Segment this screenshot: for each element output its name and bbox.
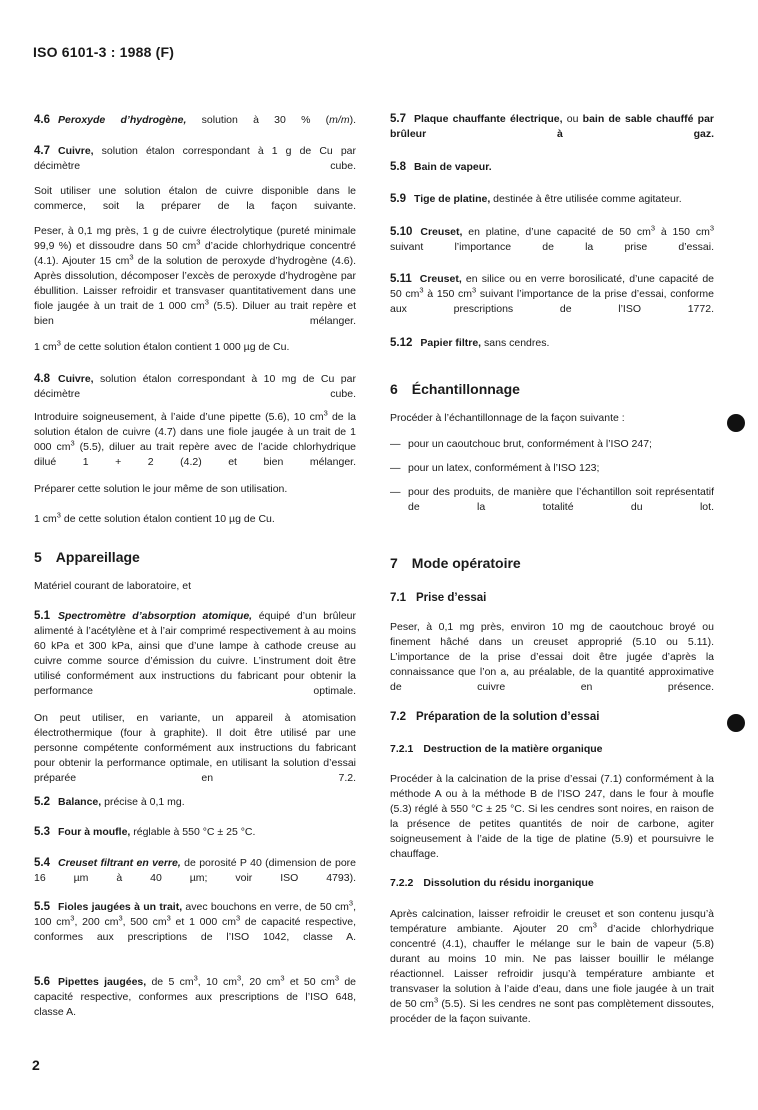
section-5-10: 5.10 Creuset, en platine, d’une capacité de 50 $cm^3$ à 150 $cm^3$ suivant l’importance de la prise d’essai. <box>390 223 714 253</box>
section-7-2-1-heading: 7.2.1 Destruction de la matière organique <box>390 743 603 755</box>
section-5-8: 5.8 Bain de vapeur. <box>390 161 492 173</box>
section-6-heading: 6 Échantillonnage <box>390 381 520 397</box>
section-7-heading: 7 Mode opératoire <box>390 555 521 571</box>
section-5-2: 5.2 Balance, précise à 0,1 mg. <box>34 796 185 808</box>
section-5-11: 5.11 Creuset, en silice ou en verre borosilicaté, d’une capacité de 50 $cm^3$ à 150 $cm^3$ suivant l’importance de la prise d’essai, conforme aux prescriptions de l’ISO 1772. <box>390 273 715 315</box>
document-header: ISO 6101-3 : 1988 (F) <box>33 44 175 60</box>
section-5-1-paragraph-2: On peut utiliser, en variante, un appareil à atomisation électrothermique (four à graphite). Il doit être utilisé par une personne compétente conformément aux instructions du fabricant pour obtenir la performance optimale, en utilisant la solution d’essai préparée en 7.2. <box>34 712 356 784</box>
section-7-2-heading: 7.2 Préparation de la solution d’essai <box>390 711 600 723</box>
section-7-2-1-text: Procéder à la calcination de la prise d’essai (7.1) conformément à la méthode A ou à la méthode B de l’ISO 247, dans le four à moufle (5.3) réglé à 550 °C ± 25 °C. Si les cendres sont noires, en raison de la présence de petites quantités de noir de carbone, agiter soigneusement à l’aide de la tige de platine (5.9) et poursuivre le chauffage. <box>390 773 714 860</box>
section-5-5: 5.5 Fioles jaugées à un trait, avec bouchons en verre, de 50 $cm^3$, 100 $cm^3$, 200 $cm^3$, 500 $cm^3$ et 1 000 $cm^3$ de capacité respective, conformes aux prescriptions de l’ISO 1042, classe A. <box>34 898 357 943</box>
margin-bullet-marker <box>727 414 745 432</box>
section-4-7-paragraph-1: Soit utiliser une solution étalon de cuivre disponible dans le commerce, soit la préparer de la façon suivante. <box>34 185 356 212</box>
list-item: — pour des produits, de manière que l’échantillon soit représentatif de la totalité du lot. <box>390 486 714 513</box>
section-5-6: 5.6 Pipettes jaugées, de 5 $cm^3$, 10 $cm^3$, 20 $cm^3$ et 50 $cm^3$ de capacité respective, conformes aux prescriptions de l’ISO 648, classe A. <box>34 973 356 1018</box>
section-7-1-text: Peser, à 0,1 mg près, environ 10 mg de caoutchouc broyé ou finement hâché dans un creuset approprié (5.10 ou 5.11). L’importance de la prise d’essai doit être jugée d’après la connaissance que l’on a, au préalable, de la quantité approximative de cuivre en présence. <box>390 621 714 693</box>
section-4-8-paragraph-2: Préparer cette solution le jour même de son utilisation. <box>34 483 288 495</box>
section-4-7: 4.7 Cuivre, solution étalon correspondant à 1 g de Cu par décimètre cube. <box>34 145 356 172</box>
section-4-7-paragraph-2: Peser, à 0,1 mg près, 1 g de cuivre électrolytique (pureté minimale 99,9 %) et dissoudre dans 50 $cm^3$ d’acide chlorhydrique concentré (4.1). Ajouter 15 $cm^3$ de la solution de peroxyde d’hydrogène (4.6). Après dissolution, décomposer l’excès de peroxyde d’hydrogène par ébullition. Laisser refroidir et transvaser quantitativement dans une fiole jaugée à un trait de 1 000 $cm^3$ (5.5). Diluer au trait repère et bien mélanger. <box>34 225 357 327</box>
section-4-6: 4.6 Peroxyde d’hydrogène, solution à 30 % (m/m). <box>34 114 356 126</box>
section-5-4: 5.4 Creuset filtrant en verre, de porosité P 40 (dimension de pore 16 µm à 40 µm; voir ISO 4793). <box>34 857 356 884</box>
section-4-7-paragraph-3: 1 $cm^3$ de cette solution étalon contient 1 000 µg de Cu. <box>34 338 290 353</box>
section-6-intro: Procéder à l’échantillonnage de la façon suivante : <box>390 412 625 424</box>
section-7-2-2-heading: 7.2.2 Dissolution du résidu inorganique <box>390 877 594 889</box>
section-7-2-2-text: Après calcination, laisser refroidir le creuset et son contenu jusqu’à température ambiante. Ajouter 20 $cm^3$ d’acide chlorhydrique concentré (4.1), chauffer le mélange sur le bain de vapeur (5.8) durant au moins 10 min. Ne pas laisser bouillir le mélange réactionnel. Laisser refroidir jusqu’à température ambiante et transvaser la solution à l’aide d’eau, dans une fiole jaugée à un trait de 50 $cm^3$ (5.5). Si les cendres ne sont pas complètement dissoutes, procéder de la façon suivante. <box>390 908 714 1025</box>
section-5-12: 5.12 Papier filtre, sans cendres. <box>390 337 550 349</box>
list-item: — pour un latex, conformément à l’ISO 123; <box>390 462 600 474</box>
section-4-8-paragraph-3: 1 $cm^3$ de cette solution étalon contient 10 µg de Cu. <box>34 510 275 525</box>
section-5-heading: 5 Appareillage <box>34 549 140 565</box>
section-5-7: 5.7 Plaque chauffante électrique, ou bain de sable chauffé par brûleur à gaz. <box>390 113 714 140</box>
section-5-3: 5.3 Four à moufle, réglable à 550 °C ± 25 °C. <box>34 826 256 838</box>
section-5-1: 5.1 Spectromètre d’absorption atomique, équipé d’un brûleur alimenté à l’acétylène et à l’air comprimé respectivement à au moins 60 kPa et 300 kPa, ainsi que d’une lampe à cathode creuse au cuivre comme source d’émission du cuivre. L’instrument doit être utilisé conformément aux instructions du fabricant pour obtenir la performance optimale. <box>34 610 356 697</box>
margin-bullet-marker <box>727 714 745 732</box>
section-5-9: 5.9 Tige de platine, destinée à être utilisée comme agitateur. <box>390 193 682 205</box>
section-4-8-paragraph-1: Introduire soigneusement, à l’aide d’une pipette (5.6), 10 $cm^3$ de la solution étalon de cuivre (4.7) dans une fiole jaugée à un trait de 1 000 $cm^3$ (5.5), diluer au trait repère avec de l’acide chlorhydrique dilué 1 + 2 (4.2) et bien mélanger. <box>34 408 357 468</box>
section-5-intro: Matériel courant de laboratoire, et <box>34 580 192 592</box>
section-7-1-heading: 7.1 Prise d’essai <box>390 592 487 604</box>
page-number: 2 <box>32 1057 40 1073</box>
section-4-8: 4.8 Cuivre, solution étalon correspondant à 10 mg de Cu par décimètre cube. <box>34 373 356 400</box>
list-item: — pour un caoutchouc brut, conformément à l’ISO 247; <box>390 438 652 450</box>
